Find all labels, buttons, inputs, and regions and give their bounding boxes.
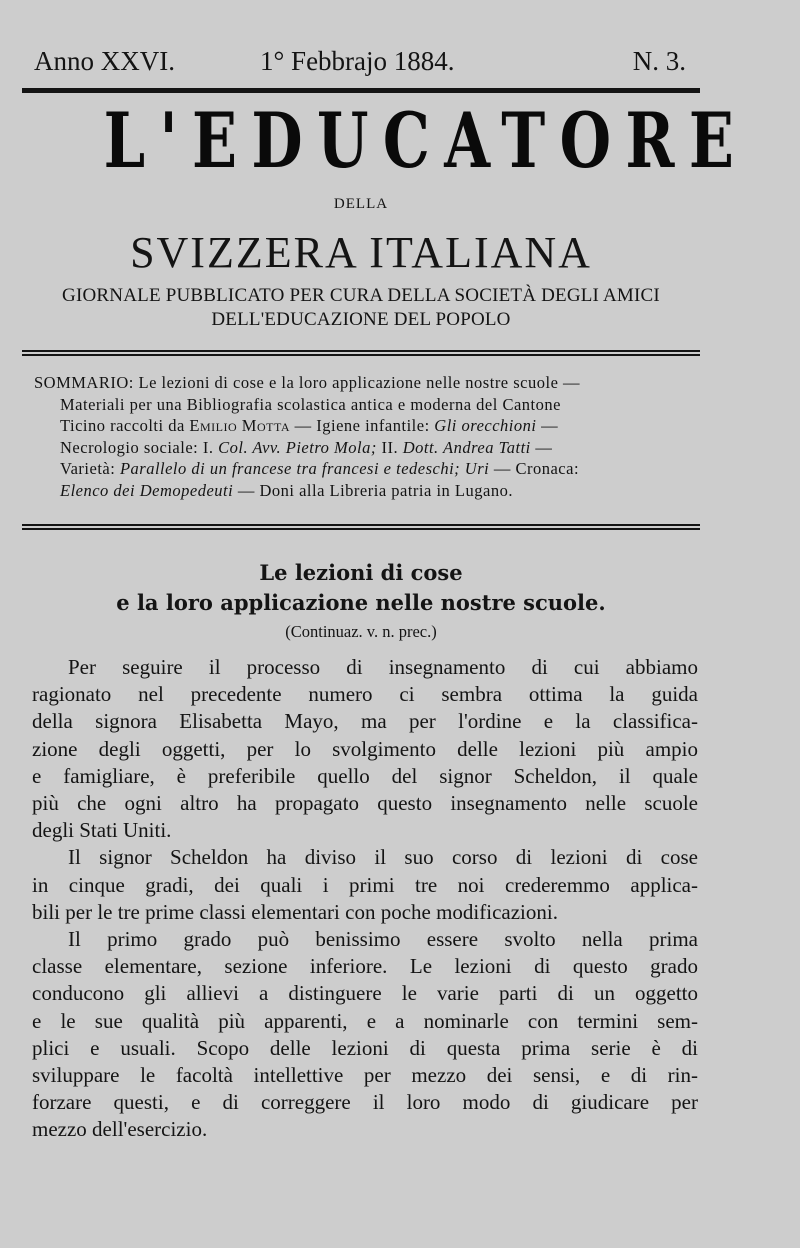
body-line: e le sue qualità più apparenti, e a nominarle con termini sem-: [32, 1008, 698, 1033]
article-title: [0, 558, 722, 618]
body-line: forzare questi, e di correggere il loro modo di giudicare per: [32, 1090, 698, 1115]
body-line: plici e usuali. Scopo delle lezioni di questa prima serie è di: [32, 1035, 698, 1060]
body-line: zione degli oggetti, per lo svolgimento delle lezioni più ampio: [32, 736, 698, 761]
toc-text: II.: [376, 437, 403, 457]
article-title-line-1: Le lezioni di cose: [259, 560, 463, 585]
masthead-description: [0, 284, 722, 332]
toc-italic: Gli orecchioni: [434, 416, 537, 435]
toc-text: Ticino raccolti da: [60, 416, 190, 435]
toc-rule: [22, 524, 700, 530]
body-line: più che ogni altro ha propagato questo insegnamento nelle scuole: [32, 791, 698, 816]
toc-line-4: [34, 437, 698, 459]
toc-text: Varietà:: [60, 459, 120, 478]
issue-date: 1° Febbrajo 1884.: [260, 46, 455, 76]
toc-line-3: [34, 415, 698, 437]
toc-label: SOMMARIO:: [34, 373, 134, 392]
issue-header: [34, 46, 686, 82]
toc-text: —: [530, 437, 553, 457]
toc-line-2: [34, 394, 698, 416]
toc-text: —: [536, 416, 559, 435]
toc-text: — Igiene infantile:: [290, 416, 435, 435]
issue-number: N. 3.: [632, 46, 686, 76]
body-line: bili per le tre prime classi elementari con poche modificazioni.: [32, 899, 558, 924]
body-line: classe elementare, sezione inferiore. Le lezioni di questo grado: [32, 954, 698, 979]
description-line-1: GIORNALE PUBBLICATO PER CURA DELLA SOCIETÀ DEGLI AMICI: [62, 285, 660, 306]
masthead-title: L'EDUCATORE: [103, 97, 749, 186]
issue-year: Anno XXVI.: [34, 46, 175, 76]
masthead-subtitle: SVIZZERA ITALIANA: [130, 228, 592, 277]
toc-italic: Elenco dei Demopedeuti: [60, 480, 234, 500]
article-body: [32, 654, 698, 1144]
toc-text: — Doni alla Libreria patria in Lugano.: [233, 480, 513, 500]
body-line: sviluppare le facoltà intellettive per mezzo dei sensi, e di rin-: [32, 1063, 698, 1088]
toc-line-6: [34, 480, 698, 502]
toc-text: Le lezioni di cose e la loro applicazione nelle nostre scuole —: [133, 373, 581, 392]
toc-line-1: [34, 372, 698, 394]
description-line-2: DELL'EDUCAZIONE DEL POPOLO: [211, 309, 511, 330]
article-continuation-note: (Continuaz. v. n. prec.): [285, 622, 437, 641]
table-of-contents: [34, 372, 698, 501]
toc-italic: Parallelo di un francese tra francesi e tedeschi; Uri: [119, 459, 490, 478]
header-rule: [22, 88, 700, 93]
toc-text: Necrologio sociale: I.: [60, 437, 219, 457]
toc-line-5: [34, 458, 698, 480]
body-line: conducono gli allievi a distinguere le varie parti di un oggetto: [32, 981, 698, 1006]
body-line: ragionato nel precedente numero ci sembra ottima la guida: [32, 682, 698, 707]
body-line: Il signor Scheldon ha diviso il suo corso di lezioni di cose: [68, 845, 698, 870]
body-line: della signora Elisabetta Mayo, ma per l'ordine e la classifica-: [32, 709, 698, 734]
body-line: mezzo dell'esercizio.: [32, 1117, 208, 1142]
body-line: Per seguire il processo di insegnamento di cui abbiamo: [68, 655, 698, 679]
toc-italic: Dott. Andrea Tatti: [402, 437, 531, 457]
toc-text: Materiali per una Bibliografia scolastica antica e moderna del Cantone: [60, 394, 561, 414]
article-title-line-2: e la loro applicazione nelle nostre scuole.: [116, 590, 606, 615]
masthead-rule: [22, 350, 700, 356]
masthead-della: DELLA: [333, 196, 389, 212]
body-line: Il primo grado può benissimo essere svolto nella prima: [68, 927, 698, 952]
body-line: degli Stati Uniti.: [32, 818, 172, 843]
toc-author: Emilio Motta: [189, 416, 290, 435]
toc-italic: Col. Avv. Pietro Mola;: [218, 437, 377, 457]
body-line: in cinque gradi, dei quali i primi tre noi crederemmo applica-: [32, 872, 698, 897]
toc-text: — Cronaca:: [489, 459, 580, 478]
body-line: e famigliare, è preferibile quello del signor Scheldon, il quale: [32, 763, 698, 788]
